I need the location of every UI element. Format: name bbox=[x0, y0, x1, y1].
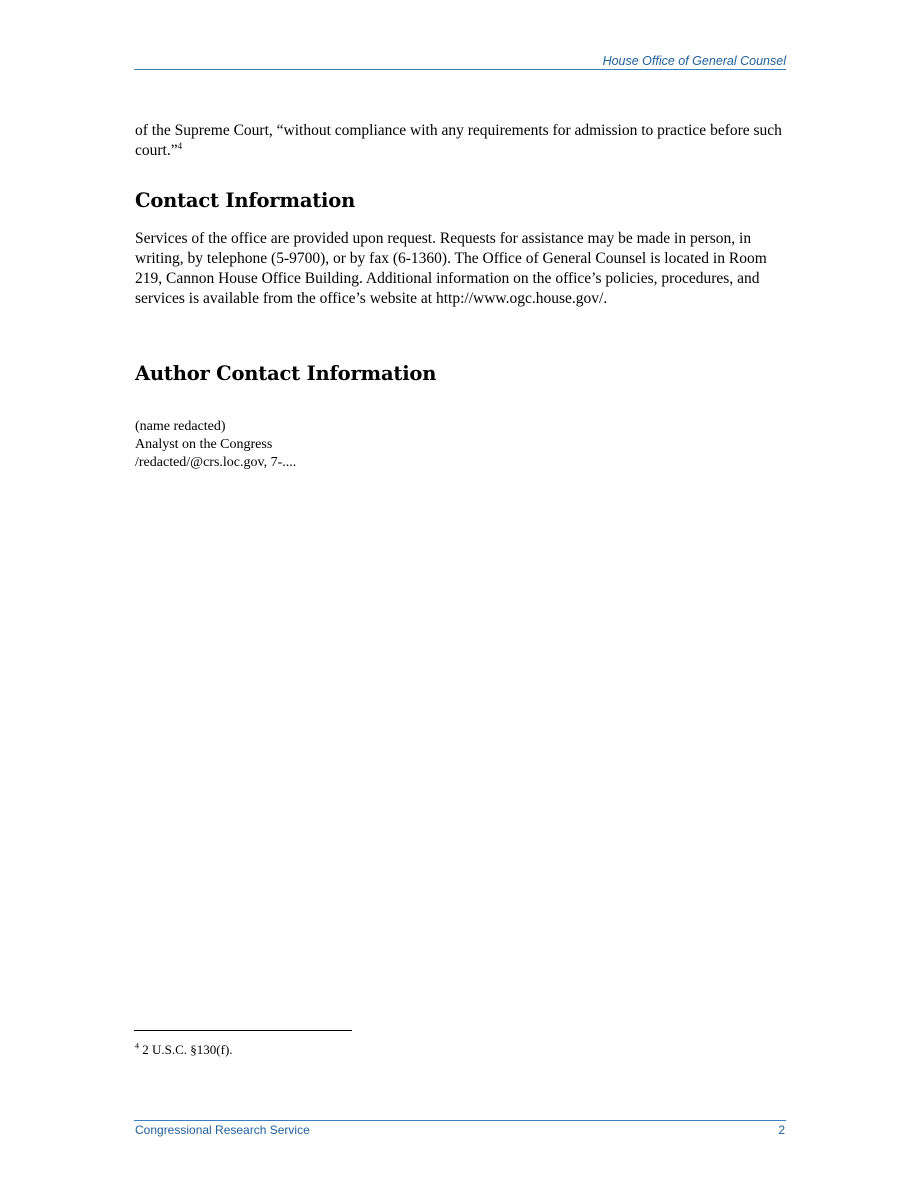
continued-paragraph bbox=[135, 121, 790, 161]
footnote bbox=[135, 1042, 233, 1058]
author-contact-block bbox=[135, 418, 296, 472]
footnote-reference[interactable]: 4 bbox=[177, 140, 183, 151]
author-name: (name redacted) bbox=[135, 419, 226, 434]
footer-rule bbox=[134, 1120, 786, 1121]
footnote-separator bbox=[134, 1030, 352, 1031]
page-number: 2 bbox=[778, 1123, 785, 1137]
header-rule bbox=[134, 69, 786, 70]
author-title: Analyst on the Congress bbox=[135, 437, 273, 452]
author-email-phone[interactable]: /redacted/@crs.loc.gov, 7-.... bbox=[135, 455, 297, 470]
footer-publisher: Congressional Research Service bbox=[135, 1123, 310, 1137]
contact-information-paragraph: Services of the office are provided upon request. Requests for assistance may be made in person, in writing, by telephone (5-9700), or by fax (6-1360). The Office of General Counsel is located in Room 219, Cannon House Office Building. Additional information on the office’s policies, procedures, and services is available from the office’s website at http://www.ogc.house.gov/. bbox=[135, 230, 767, 307]
footnote-text: 2 U.S.C. §130(f). bbox=[139, 1042, 233, 1057]
running-header-title: House Office of General Counsel bbox=[602, 54, 786, 68]
author-contact-heading: Author Contact Information bbox=[135, 362, 437, 385]
contact-information-heading: Contact Information bbox=[135, 189, 356, 212]
footnote-number: 4 bbox=[135, 1041, 139, 1051]
continued-paragraph-text: of the Supreme Court, “without compliance with any requirements for admission to practice before such court.” bbox=[135, 122, 782, 159]
